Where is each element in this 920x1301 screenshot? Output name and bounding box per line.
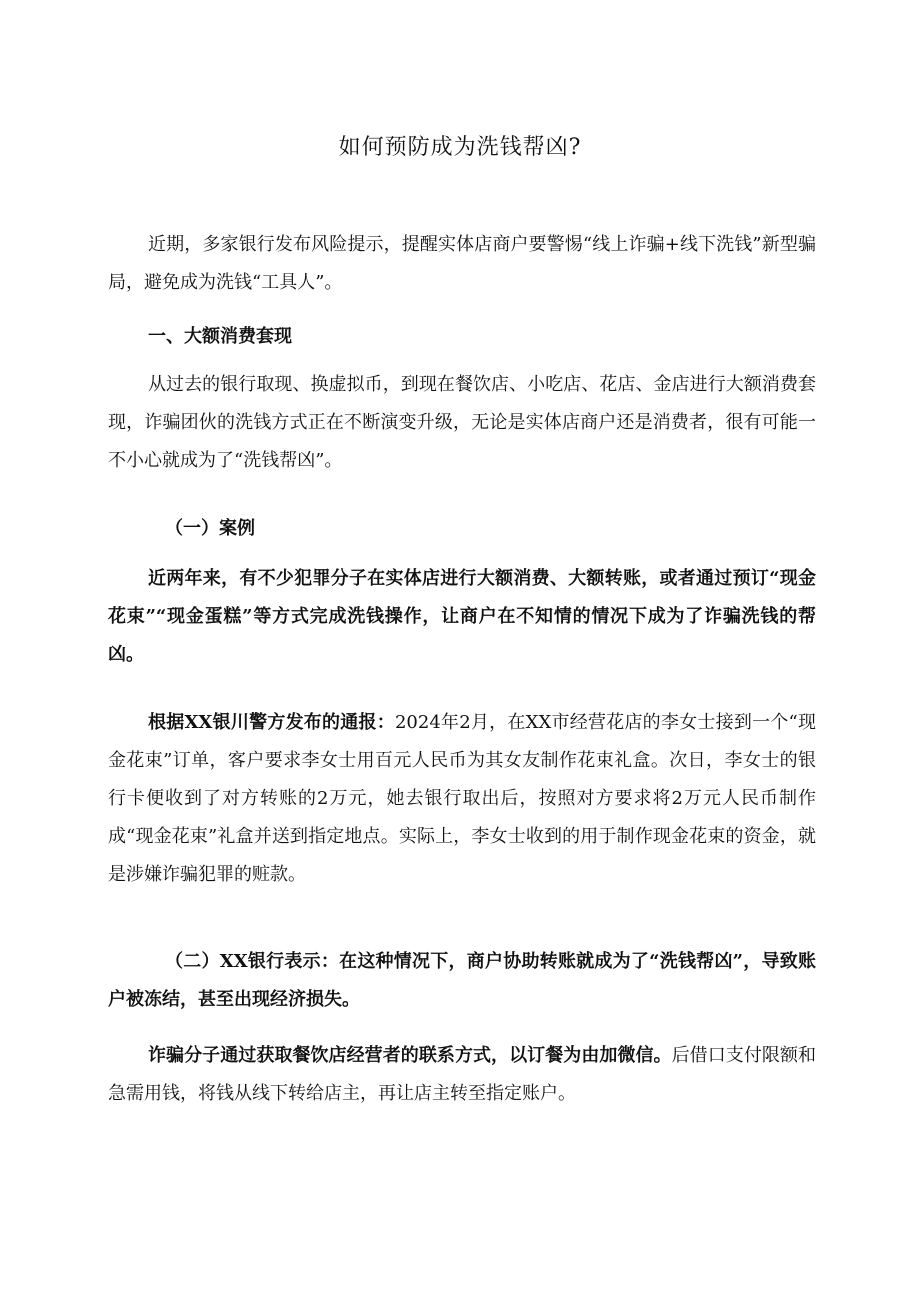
section-heading-1: 一、大额消费套现 (148, 326, 292, 347)
intro-paragraph: 近期，多家银行发布风险提示，提醒实体店商户要警惕“线上诈骗+线下洗钱”新型骗局，避免成为洗钱“工具人”。 (108, 234, 816, 293)
subsection-heading-bank: （二）XX银行表示：在这种情况下，商户协助转账就成为了“洗钱帮凶”，导致账户被冻结，甚至出现经济损失。 (108, 951, 816, 1010)
case-summary-paragraph: 近两年来，有不少犯罪分子在实体店进行大额消费、大额转账，或者通过预订“现金花束”“现金蛋糕”等方式完成洗钱操作，让商户在不知情的情况下成为了诈骗洗钱的帮凶。 (108, 568, 816, 665)
subsection-heading-case: （一）案例 (165, 518, 255, 539)
case-detail-text: 2024年2月，在XX市经营花店的李女士接到一个“现金花束”订单，客户要求李女士用百元人民币为其女友制作花束礼盒。次日，李女士的银行卡便收到了对方转账的2万元，她去银行取出后，按照对方要求将2万元人民币制作成“现金花束”礼盒并送到指定地点。实际上，李女士收到的用于制作现金花束的资金，就是涉嫌诈骗犯罪的赃款。 (108, 712, 816, 885)
document-title: 如何预防成为洗钱帮凶? (338, 135, 582, 160)
section1-paragraph: 从过去的银行取现、换虚拟币，到现在餐饮店、小吃店、花店、金店进行大额消费套现，诈骗团伙的洗钱方式正在不断演变升级，无论是实体店商户还是消费者，很有可能一不小心就成为了“洗钱帮凶”。 (108, 374, 816, 471)
tactic-lead: 诈骗分子通过获取餐饮店经营者的联系方式，以订餐为由加微信。 (148, 1045, 672, 1066)
tactic-text: 后借口支付限额和急需用钱，将钱从线下转给店主，再让店主转至指定账户。 (108, 1045, 816, 1104)
tactic-paragraph (108, 1037, 816, 1113)
case-detail-source: 根据XX银川警方发布的通报： (148, 712, 395, 733)
case-detail-paragraph (108, 704, 816, 894)
